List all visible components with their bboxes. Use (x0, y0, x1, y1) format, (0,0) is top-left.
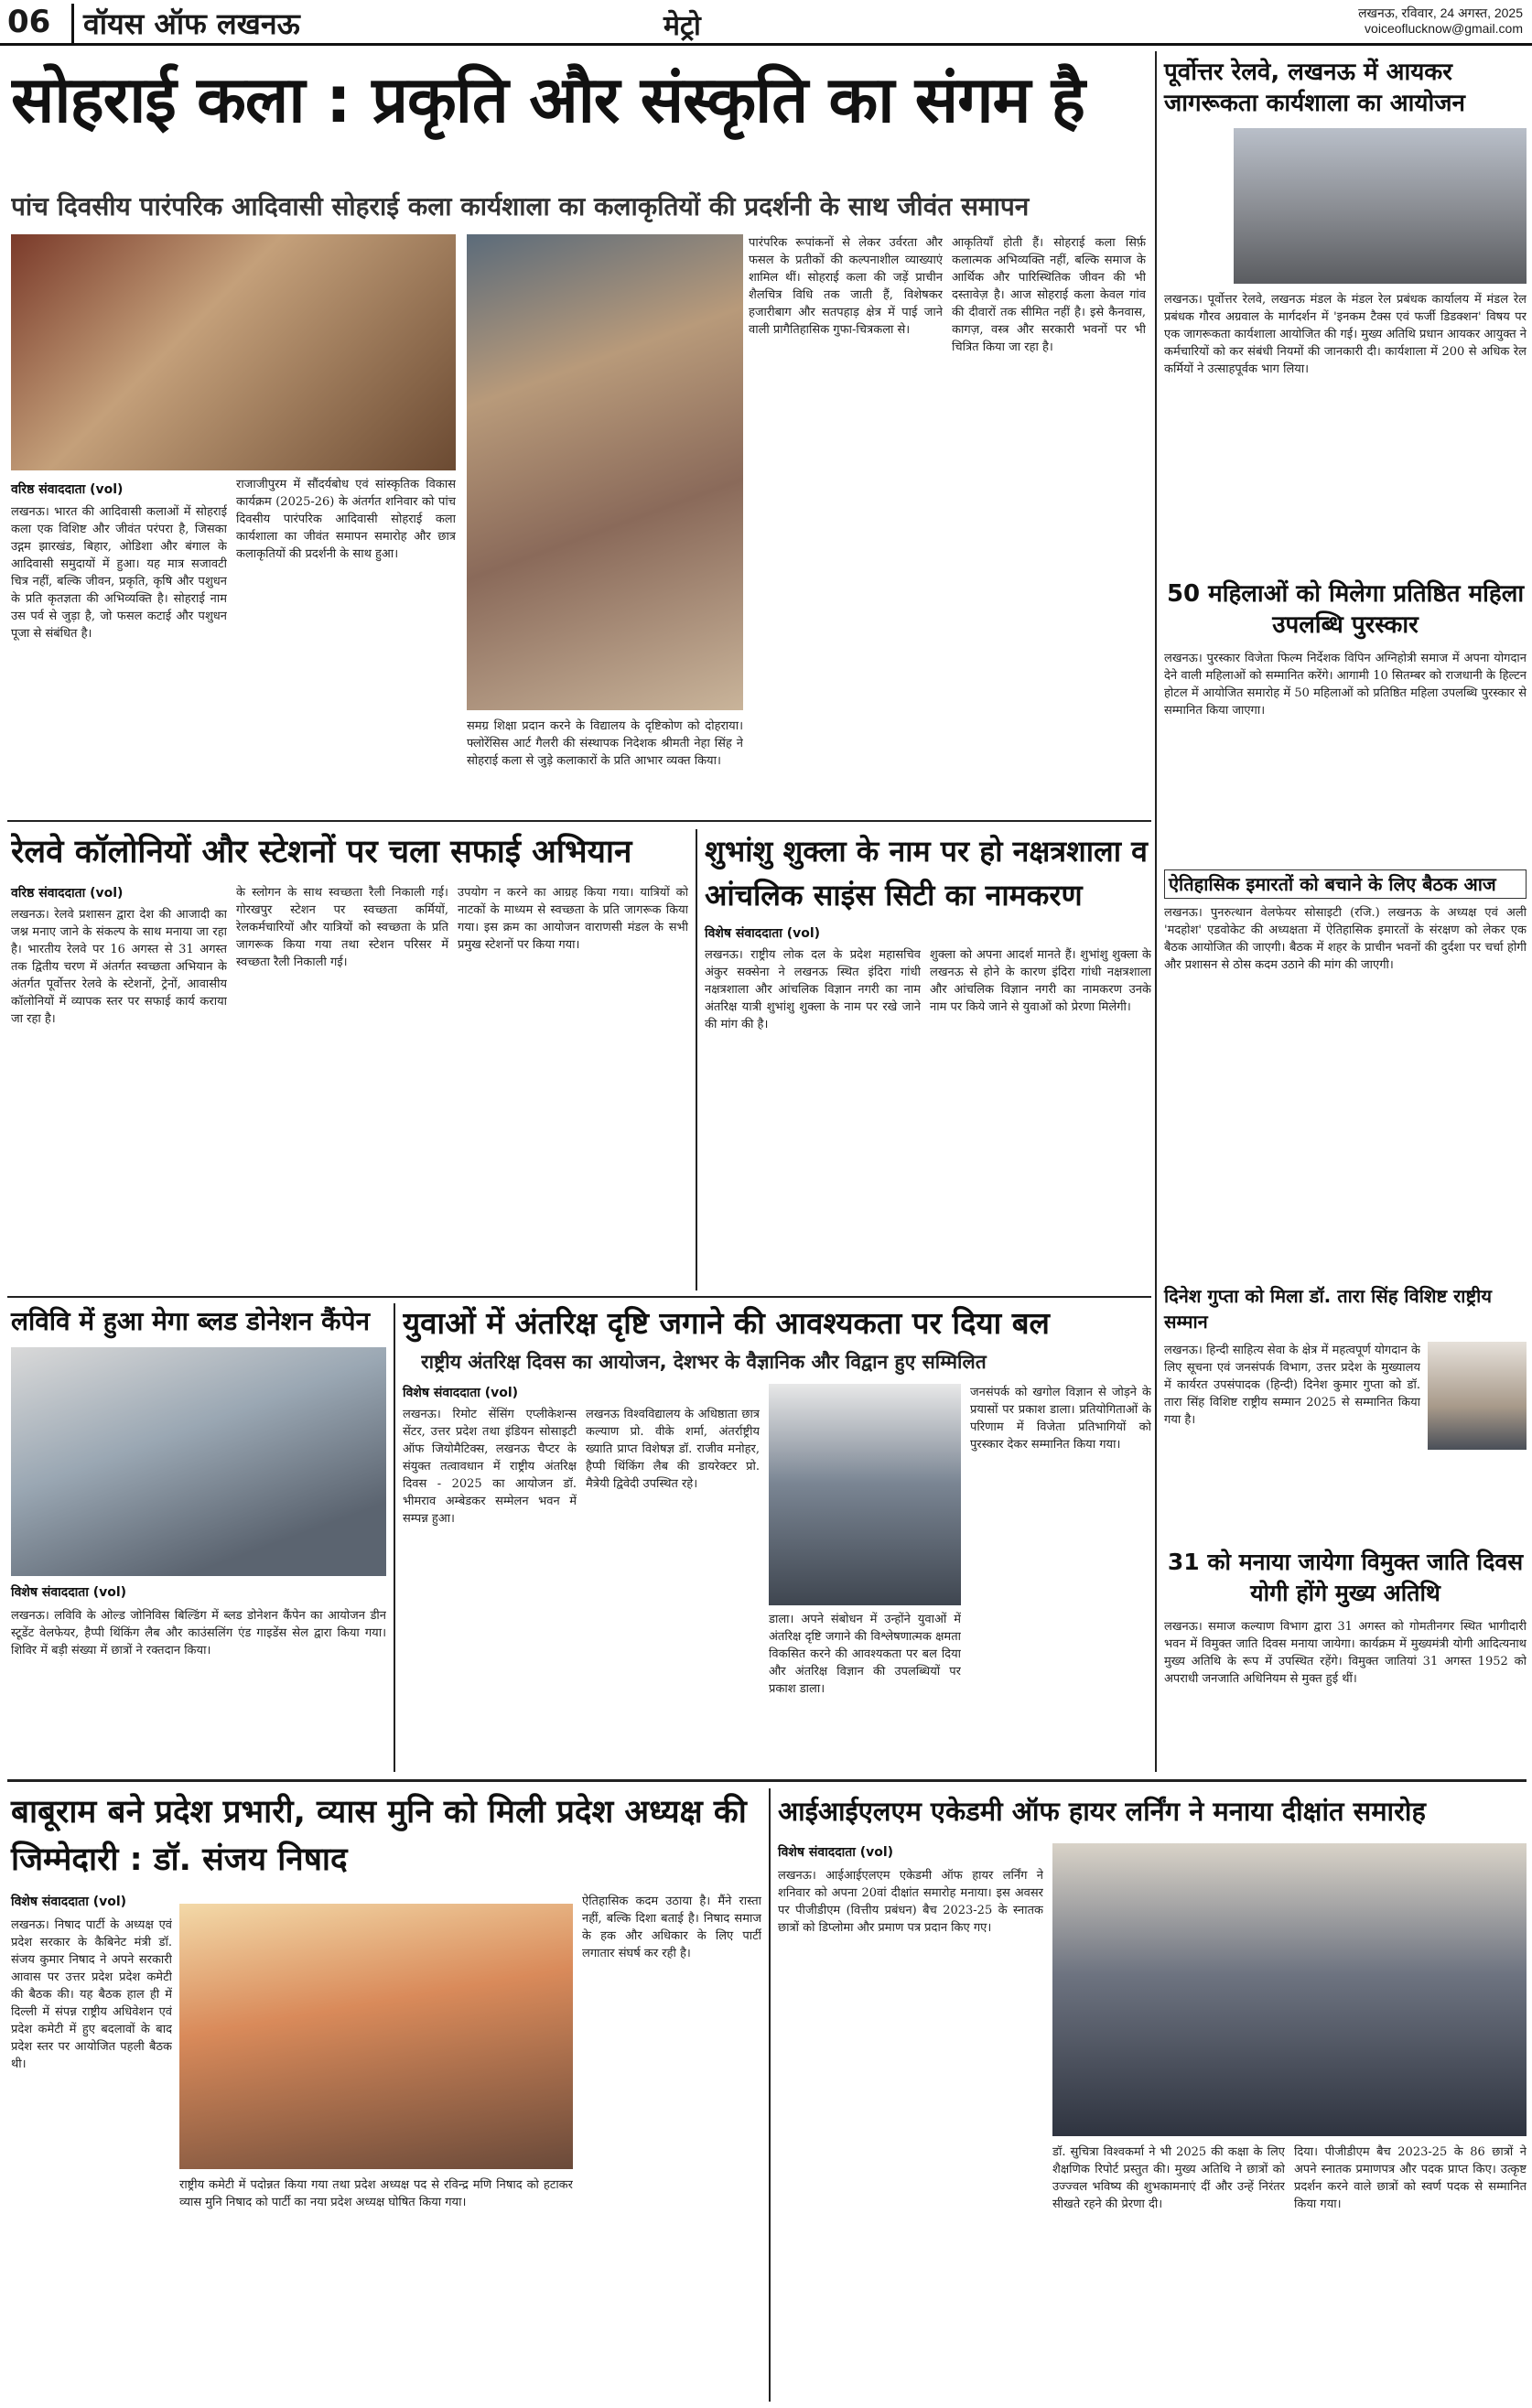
space-photo (769, 1384, 961, 1605)
nakshatrashala-body-2: शुक्ला को अपना आदर्श मानते हैं। शुभांशु शुक्ला के लखनऊ से होने के कारण इंदिरा गांधी नक्षत्रशाला और आंचलिक विज्ञान नगरी का नामकरण उनके नाम पर किये जाने से युवाओं को प्रेरणा मिलेगी। (930, 948, 1151, 1014)
railway-workshop-headline: पूर्वोत्तर रेलवे, लखनऊ में आयकर जागरूकता कार्यशाला का आयोजन (1164, 59, 1465, 117)
cleanliness-headline: रेलवे कॉलोनियों और स्टेशनों पर चला सफाई अभियान (11, 834, 632, 870)
space-subhead: राष्ट्रीय अंतरिक्ष दिवस का आयोजन, देशभर के वैज्ञानिक और विद्वान हुए सम्मिलित (421, 1351, 987, 1373)
sohrai-headline: सोहराई कला : प्रकृति और संस्कृति का संगम है (11, 62, 1084, 137)
dinesh-gupta-photo (1428, 1342, 1527, 1450)
sohrai-photo-2 (467, 234, 743, 710)
nishad-body-1: लखनऊ। निषाद पार्टी के अध्यक्ष एवं प्रदेश सरकार के कैबिनेट मंत्री डॉ. संजय कुमार निषाद ने अपने सरकारी आवास पर उत्तर प्रदेश प्रदेश कमेटी की बैठक की। यह बैठक हाल ही में दिल्ली में संपन्न राष्ट्रीय अधिवेशन एवं प्रदेश कमेटी में हुए बदलावों के बाद प्रदेश स्तर पर आयोजित पहली बैठक थी। (11, 1918, 172, 2071)
blood-photo (11, 1347, 386, 1576)
divider-1 (7, 820, 1151, 822)
space-body-3: डाला। अपने संबोधन में उन्होंने युवाओं में अंतरिक्ष दृष्टि जगाने की विश्लेषणात्मक क्षमता विकसित करने की आवश्यकता पर बल दिया और अंतरिक्ष विज्ञान की उपलब्धियों पर प्रकाश डाला। (769, 1613, 961, 1696)
email[interactable]: voiceoflucknow@gmail.com (1365, 21, 1523, 36)
nishad-byline: विशेष संवाददाता (vol) (11, 1895, 127, 1909)
heritage-body: लखनऊ। पुनरुत्थान वेलफेयर सोसाइटी (रजि.) लखनऊ के अध्यक्ष एवं अली 'मदहोश' एडवोकेट की अध्यक्षता में ऐतिहासिक इमारतों के संरक्षण को लेकर एक बैठक आयोजित की जाएगी। बैठक में शहर के प्राचीन भवनों की दुर्दशा पर चर्चा होगी और प्रशासन से ठोस कदम उठाने की मांग की जाएगी। (1164, 906, 1527, 972)
space-byline: विशेष संवाददाता (vol) (403, 1386, 519, 1400)
iiml-byline: विशेष संवाददाता (vol) (778, 1845, 894, 1860)
nakshatrashala-headline: शुभांशु शुक्ला के नाम पर हो नक्षत्रशाला व आंचलिक साइंस सिटी का नामकरण (705, 834, 1148, 912)
blood-headline: लविवि में हुआ मेगा ब्लड डोनेशन कैंपेन (11, 1306, 371, 1336)
dateline-block (1358, 5, 1523, 37)
space-headline: युवाओं में अंतरिक्ष दृष्टि जगाने की आवश्यकता पर दिया बल (403, 1305, 1050, 1341)
sohrai-body-1: लखनऊ। भारत की आदिवासी कलाओं में सोहराई कला एक विशिष्ट और जीवंत परंपरा है, जिसका उद्गम झारखंड, बिहार, ओडिशा और बंगाल के आदिवासी समुदायों में हुआ। यह मात्र सजावटी चित्र नहीं, बल्कि जीवन, प्रकृति, कृषि और पशुधन के प्रति कृतज्ञता की अभिव्यक्ति है। सोहराई नाम उस पर्व से जुड़ा है, जो फसल कटाई और पशुधन पूजा से संबंधित है। (11, 505, 227, 641)
dinesh-gupta-headline: दिनेश गुप्ता को मिला डॉ. तारा सिंह विशिष्ट राष्ट्रीय सम्मान (1164, 1285, 1492, 1333)
iiml-body-1: लखनऊ। आईआईएलएम एकेडमी ऑफ हायर लर्निंग ने शनिवार को अपना 20वां दीक्षांत समारोह मनाया। इस अवसर पर पीजीडीएम (वित्तीय प्रबंधन) बैच 2023-25 के स्नातक छात्रों को डिप्लोमा और प्रमाण पत्र प्रदान किए गए। (778, 1869, 1043, 1935)
iiml-body-3: दिया। पीजीडीएम बैच 2023-25 के 86 छात्रों ने अपने स्नातक प्रमाणपत्र और पदक प्राप्त किए। उत्कृष्ट प्रदर्शन करने वाले छात्रों को स्वर्ण पदक से सम्मानित किया गया। (1294, 2145, 1527, 2211)
divider-6 (769, 1788, 771, 2402)
heritage-headline: ऐतिहासिक इमारतों को बचाने के लिए बैठक आज (1164, 869, 1527, 899)
sohrai-byline: वरिष्ठ संवाददाता (vol) (11, 482, 124, 497)
iiml-photo (1052, 1843, 1527, 2136)
dateline: लखनऊ, रविवार, 24 अगस्त, 2025 (1358, 5, 1523, 20)
sohrai-body-2: राजाजीपुरम में सौंदर्यबोध एवं सांस्कृतिक विकास कार्यक्रम (2025-26) के अंतर्गत शनिवार को पांच दिवसीय पारंपरिक आदिवासी सोहराई कला कार्यशाला का जीवंत समापन समारोह और छात्र कलाकृतियों की प्रदर्शनी के साथ हुआ। (236, 478, 456, 561)
cleanliness-byline: वरिष्ठ संवाददाता (vol) (11, 886, 124, 901)
railway-workshop-body: लखनऊ। पूर्वोत्तर रेलवे, लखनऊ मंडल के मंडल रेल प्रबंधक कार्यालय में मंडल रेल प्रबंधक गौरव अग्रवाल के मार्गदर्शन में 'इनकम टैक्स एवं फर्जी डिडक्शन' विषय पर एक जागरूकता कार्यशाला आयोजित की गई। मुख्य अतिथि प्रधान आयकर आयुक्त ने कर्मचारियों को कर संबंधी नियमों की जानकारी दी। कार्यशाला में 200 से अधिक रेल कर्मियों ने उत्साहपूर्वक भाग लिया। (1164, 293, 1527, 376)
vimukt-body: लखनऊ। समाज कल्याण विभाग द्वारा 31 अगस्त को गोमतीनगर स्थित भागीदारी भवन में विमुक्त जाति दिवस मनाया जायेगा। कार्यक्रम में मुख्यमंत्री योगी आदित्यनाथ मुख्य अतिथि के रूप में उपस्थित रहेंगे। विमुक्त जातियां 31 अगस्त 1952 को अपराधी जनजाति अधिनियम से मुक्त हुई थीं। (1164, 1620, 1527, 1686)
iiml-headline: आईआईएलएम एकेडमी ऑफ हायर लर्निंग ने मनाया दीक्षांत समारोह (778, 1796, 1426, 1827)
nishad-photo (179, 1904, 573, 2169)
page-number: 06 (7, 4, 51, 40)
sohrai-body-3: पारंपरिक रूपांकनों से लेकर उर्वरता और फसल के प्रतीकों की कल्पनाशील व्याख्याएं शामिल थीं। सोहराई कला की जड़ें प्राचीन शैलचित्र विधि तक जाती हैं, विशेषकर हजारीबाग और सतपहाड़ क्षेत्र में पाई जाने वाली प्रागैतिहासिक गुफा-चित्रकला से। (749, 236, 943, 337)
masthead (0, 0, 1532, 46)
cleanliness-body-2: के स्लोगन के साथ स्वच्छता रैली निकाली गई। गोरखपुर स्टेशन पर स्वच्छता कर्मियों, रेलकर्मचारियों और यात्रियों को स्वच्छता के प्रति जागरूक किया गया तथा स्टेशन परिसर में स्वच्छता रैली निकाली गई। (236, 886, 448, 969)
sohrai-body-5: आकृतियाँ होती हैं। सोहराई कला सिर्फ़ कलात्मक अभिव्यक्ति नहीं, बल्कि समाज के आर्थिक और पारिस्थितिक जीवन की भी दस्तावेज़ है। आज सोहराई कला केवल गांव की दीवारों तक सीमित नहीं है। इसे कैनवास, कागज़, वस्त्र और सरकारी भवनों पर भी चित्रित किया जा रहा है। (952, 236, 1146, 354)
divider-3 (7, 1296, 1151, 1298)
divider-5 (7, 1779, 1527, 1782)
section-name: मेट्रो (664, 10, 701, 42)
paper-name: वॉयस ऑफ लखनऊ (71, 4, 300, 43)
railway-workshop-photo (1234, 128, 1527, 284)
divider-2 (696, 829, 697, 1290)
cleanliness-body-1: लखनऊ। रेलवे प्रशासन द्वारा देश की आजादी का जश्न मनाए जाने के संकल्प के साथ मनाया जा रहा है। भारतीय रेलवे पर 16 अगस्त से 31 अगस्त तक द्वितीय चरण में अंतर्गत स्वच्छता अभियान के अंतर्गत पूर्वोत्तर रेलवे के स्टेशनों, ट्रेनों, आवासीय कॉलोनियों में व्यापक स्तर पर सफाई कार्य कराया जा रहा है। (11, 908, 227, 1026)
nishad-body-2: राष्ट्रीय कमेटी में पदोन्नत किया गया तथा प्रदेश अध्यक्ष पद से रविन्द्र मणि निषाद को हटाकर व्यास मुनि निषाद को पार्टी का नया प्रदेश अध्यक्ष घोषित किया गया। (179, 2178, 573, 2209)
blood-byline: विशेष संवाददाता (vol) (11, 1585, 127, 1600)
iiml-body-2: डॉ. सुचित्रा विश्वकर्मा ने भी 2025 की कक्षा के लिए शैक्षणिक रिपोर्ट प्रस्तुत की। मुख्य अतिथि ने छात्रों को उज्ज्वल भविष्य की शुभकामनाएं दीं और उन्हें निरंतर सीखते रहने की प्रेरणा दी। (1052, 2145, 1285, 2211)
vimukt-headline: 31 को मनाया जायेगा विमुक्त जाति दिवस योगी होंगे मुख्य अतिथि (1167, 1549, 1524, 1606)
nishad-headline: बाबूराम बने प्रदेश प्रभारी, व्यास मुनि को मिली प्रदेश अध्यक्ष की जिम्मेदारी : डॉ. संजय निषाद (11, 1794, 747, 1878)
women-award-headline: 50 महिलाओं को मिलेगा प्रतिष्ठित महिला उपलब्धि पुरस्कार (1166, 580, 1525, 639)
blood-body: लखनऊ। लविवि के ओल्ड जोनिविस बिल्डिंग में ब्लड डोनेशन कैंपेन का आयोजन डीन स्टूडेंट वेलफेयर, हैप्पी थिंकिंग लैब और काउंसलिंग एंड गाइडेंस सेल द्वारा किया गया। शिविर में बड़ी संख्या में छात्रों ने रक्तदान किया। (11, 1609, 386, 1658)
sohrai-photo-1 (11, 234, 456, 470)
sohrai-body-4: समग्र शिक्षा प्रदान करने के विद्यालय के दृष्टिकोण को दोहराया। फ्लोरेंसिस आर्ट गैलरी की संस्थापक निदेशक श्रीमती नेहा सिंह ने सोहराई कला से जुड़े कलाकारों के प्रति आभार व्यक्त किया। (467, 719, 743, 768)
nakshatrashala-body-1: लखनऊ। राष्ट्रीय लोक दल के प्रदेश महासचिव अंकुर सक्सेना ने लखनऊ स्थित इंदिरा गांधी नक्षत्रशाला और आंचलिक विज्ञान नगरी का नाम अंतरिक्ष यात्री शुभांशु शुक्ला के नाम पर रखे जाने की मांग की है। (705, 948, 921, 1031)
women-award-body: लखनऊ। पुरस्कार विजेता फिल्म निर्देशक विपिन अग्निहोत्री समाज में अपना योगदान देने वाली महिलाओं को सम्मानित करेंगे। आगामी 10 सितम्बर को राजधानी के हिल्टन होटल में आयोजित समारोह में 50 महिलाओं को प्रतिष्ठित महिला उपलब्धि पुरस्कार से सम्मानित किया जाएगा। (1164, 652, 1527, 718)
right-column-divider (1155, 51, 1157, 1772)
space-body-1: लखनऊ। रिमोट सेंसिंग एप्लीकेशन्स सेंटर, उत्तर प्रदेश तथा इंडियन सोसाइटी ऑफ जियोमैटिक्स, लखनऊ चैप्टर के संयुक्त तत्वावधान में राष्ट्रीय अंतरिक्ष दिवस - 2025 का आयोजन डॉ. भीमराव अम्बेडकर सम्मेलन भवन में सम्पन्न हुआ। (403, 1408, 577, 1526)
space-body-4: जनसंपर्क को खगोल विज्ञान से जोड़ने के प्रयासों पर प्रकाश डाला। प्रतियोगिताओं के परिणाम में विजेता प्रतिभागियों को पुरस्कार देकर सम्मानित किया गया। (970, 1386, 1151, 1452)
space-body-2: लखनऊ विश्वविद्यालय के अधिष्ठाता छात्र कल्याण प्रो. वीके शर्मा, अंतर्राष्ट्रीय ख्याति प्राप्त विशेषज्ञ डॉ. राजीव मनोहर, हैप्पी थिंकिंग लैब की डायरेक्टर प्रो. मैत्रेयी द्विवेदी उपस्थित रहे। (586, 1408, 760, 1491)
dinesh-gupta-body: लखनऊ। हिन्दी साहित्य सेवा के क्षेत्र में महत्वपूर्ण योगदान के लिए सूचना एवं जनसंपर्क विभाग, उत्तर प्रदेश के मुख्यालय में कार्यरत उपसंपादक (हिन्दी) दिनेश कुमार गुप्ता को डॉ. तारा सिंह विशिष्ट राष्ट्रीय सम्मान 2025 से सम्मानित किया गया है। (1164, 1344, 1420, 1427)
cleanliness-body-3: उपयोग न करने का आग्रह किया गया। यात्रियों को नाटकों के माध्यम से स्वच्छता के प्रति जागरूक किया गया। इस क्रम का आयोजन वाराणसी मंडल के सभी प्रमुख स्टेशनों पर किया गया। (458, 886, 688, 952)
sohrai-subhead: पांच दिवसीय पारंपरिक आदिवासी सोहराई कला कार्यशाला का कलाकृतियों की प्रदर्शनी के साथ जीवंत समापन (11, 191, 1030, 221)
nishad-body-3: ऐतिहासिक कदम उठाया है। मैंने रास्ता नहीं, बल्कि दिशा बताई है। निषाद समाज के हक और अधिकार के लिए पार्टी लगातार संघर्ष कर रही है। (582, 1895, 761, 1960)
nakshatrashala-byline: विशेष संवाददाता (vol) (705, 926, 821, 941)
divider-4 (394, 1303, 395, 1772)
